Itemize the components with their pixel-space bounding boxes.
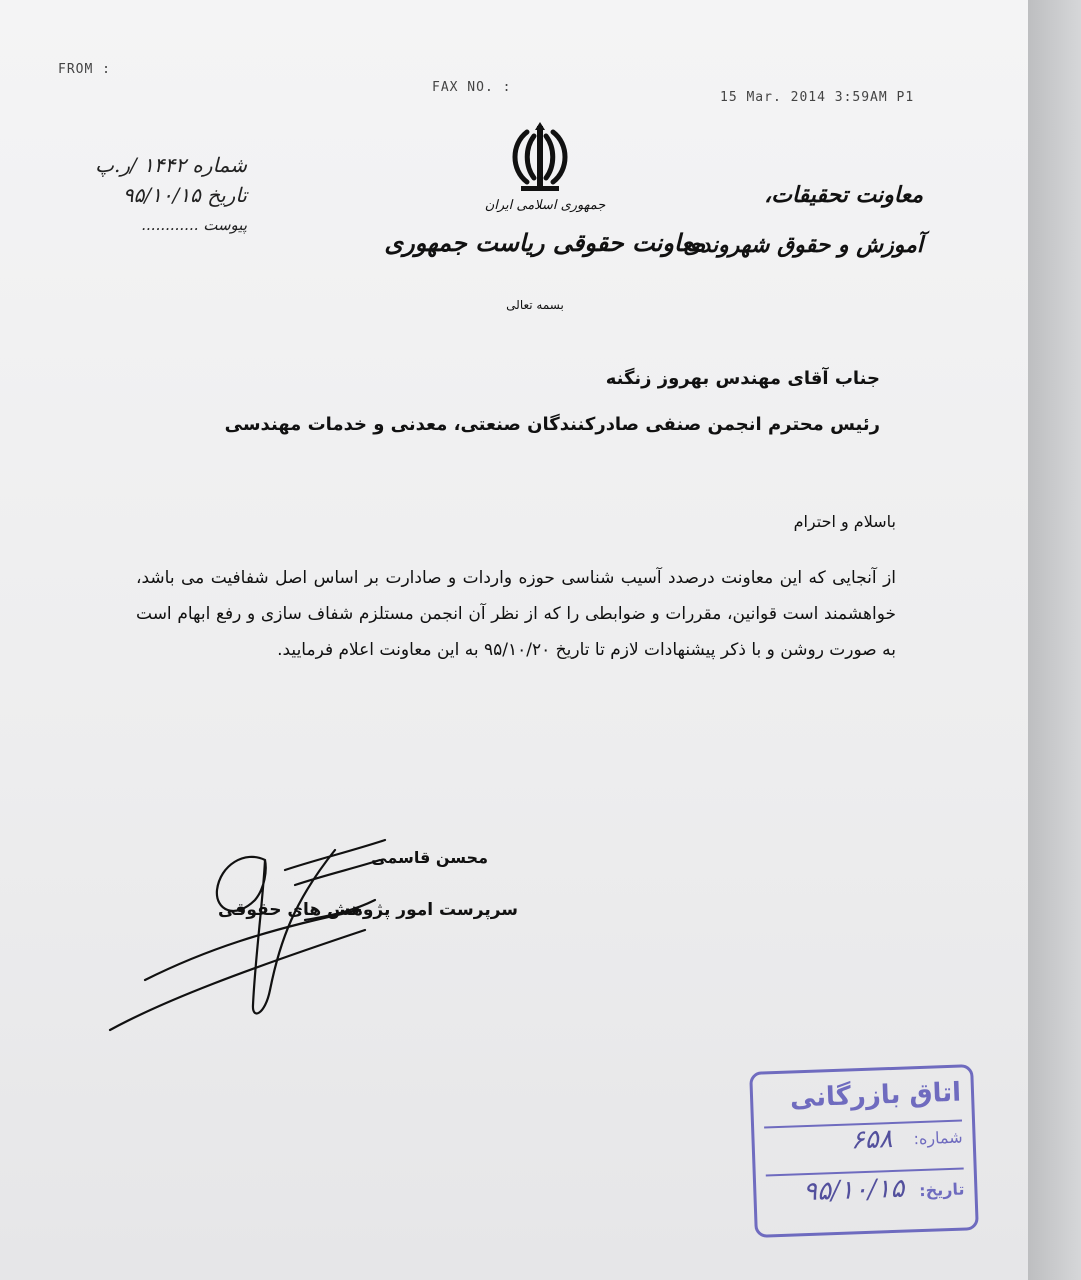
receipt-stamp [749, 1064, 979, 1238]
stamp-date-label: تاریخ: [918, 1179, 965, 1201]
recipient-title: رئیس محترم انجمن صنفی صادرکنندگان صنعتی، معدنی و خدمات مهندسی [224, 414, 880, 435]
reference-attachment: پیوست ............ [141, 216, 247, 234]
department-header [683, 170, 923, 270]
department-line-2: آموزش و حقوق شهروندی [683, 232, 923, 258]
stamp-number-value: ۶۵۸ [850, 1124, 894, 1156]
reference-date: تاریخ ۹۵/۱۰/۱۵ [122, 183, 247, 207]
reference-block [52, 150, 247, 240]
signatory-title: سرپرست امور پژوهش های حقوقی [217, 900, 518, 920]
letter-body: از آنجایی که این معاونت درصدد آسیب شناسی حوزه واردات و صادارت بر اساس اصل شفافیت می باشد، خواهشمند است قوانین، مقررات و ضوابطی را که از نظر آن انجمن مستلزم شفاف سازی و رفع ابهام است به صورت روشن و با ذکر پیشنهادات لازم تا تاریخ ۹۵/۱۰/۲۰ به این معاونت اعلام فرمایید. [136, 568, 896, 660]
reference-number: شماره ۱۴۴۲ /ر.پ [95, 153, 247, 177]
stamp-header: اتاق بازرگانی [789, 1077, 962, 1114]
department-line-1: معاونت تحقیقات، [764, 182, 923, 208]
fax-number-label: FAX NO. : [432, 80, 512, 95]
iran-emblem-icon [505, 122, 575, 194]
signature-scribble-icon [105, 830, 395, 1040]
fax-from-label: FROM : [58, 62, 111, 77]
fax-timestamp: 15 Mar. 2014 3:59AM P1 [720, 90, 915, 105]
invocation: بسمه تعالی [506, 298, 564, 312]
greeting: باسلام و احترام [793, 512, 896, 531]
country-name: جمهوری اسلامی ایران [484, 198, 606, 213]
background-edge [1028, 0, 1081, 1280]
stamp-number-label: شماره: [913, 1127, 963, 1149]
office-name: معاونت حقوقی ریاست جمهوری [384, 228, 706, 257]
signatory-name: محسن قاسمی [371, 848, 488, 867]
recipient-name: جناب آقای مهندس بهروز زنگنه [605, 368, 880, 389]
stamp-date-value: ۹۵/۱۰/۱۵ [802, 1173, 905, 1208]
